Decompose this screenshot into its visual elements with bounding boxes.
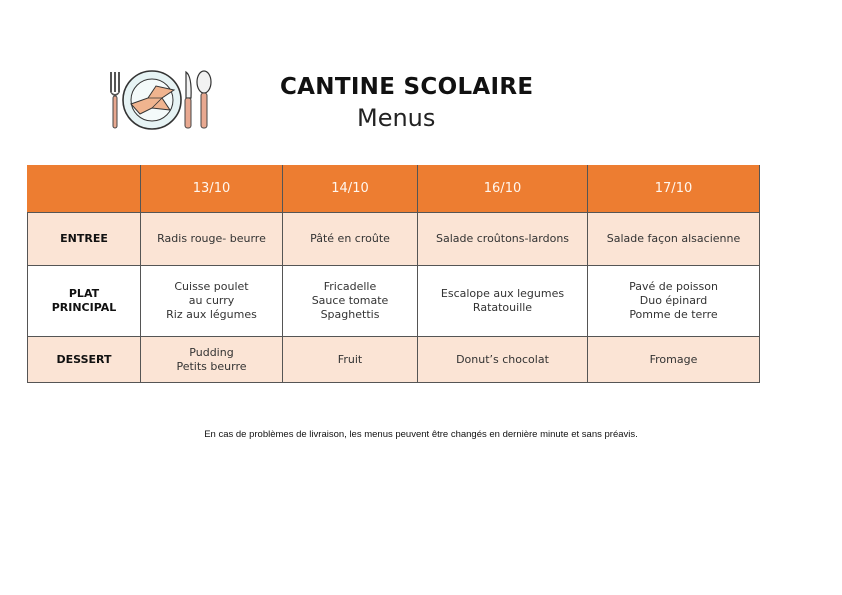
- fork-icon: [110, 72, 120, 128]
- menu-cell: [418, 337, 588, 383]
- footer-note: En cas de problèmes de livraison, les menus peuvent être changés en dernière minute et sans préavis.: [204, 429, 638, 440]
- page-subtitle: Menus: [357, 104, 436, 132]
- dish-line: Pavé de poisson: [629, 280, 718, 293]
- dish-line: Ratatouille: [472, 301, 533, 314]
- plate-icon: [123, 71, 181, 129]
- row-label-line: ENTREE: [60, 232, 108, 245]
- dish-line: Salade croûtons-lardons: [435, 232, 570, 245]
- dish-line: Fricadelle: [323, 280, 377, 293]
- dish-line: Escalope aux legumes: [440, 287, 565, 300]
- menu-cell: [283, 213, 418, 266]
- dish-line: Petits beurre: [176, 359, 247, 373]
- dish-line: Duo épinard: [639, 294, 708, 307]
- spoon-icon: [197, 71, 211, 128]
- dish-line: Spaghettis: [320, 308, 380, 321]
- dish-line: Sauce tomate: [311, 294, 389, 307]
- menu-cell: [141, 337, 283, 383]
- menu-cell: [588, 337, 760, 383]
- dish-line: au curry: [188, 294, 235, 307]
- dish-line: Fromage: [649, 352, 698, 366]
- date-header: 14/10: [283, 166, 418, 213]
- dish-line: Pudding: [189, 345, 234, 359]
- dish-line: Fruit: [337, 352, 363, 366]
- dish-line: Donut’s chocolat: [456, 352, 549, 366]
- dish-line: Pomme de terre: [629, 308, 718, 321]
- menu-cell: [418, 213, 588, 266]
- menu-cell: [141, 213, 283, 266]
- row-label-line: PRINCIPAL: [51, 301, 117, 314]
- table-row-dessert: [28, 337, 760, 383]
- plate-cutlery-icon: [104, 68, 216, 132]
- menu-cell: [141, 266, 283, 337]
- menu-cell: [588, 213, 760, 266]
- table-row-entree: [28, 213, 760, 266]
- date-header: 16/10: [418, 166, 588, 213]
- menu-cell: [588, 266, 760, 337]
- row-label: [28, 337, 141, 383]
- table-row-plat-principal: [28, 266, 760, 337]
- menu-cell: [283, 266, 418, 337]
- knife-icon: [185, 72, 191, 128]
- header-corner-cell: [28, 166, 141, 213]
- row-label-line: DESSERT: [56, 352, 112, 366]
- date-header: 13/10: [141, 166, 283, 213]
- menu-table: [27, 165, 760, 383]
- dish-line: Pâté en croûte: [310, 232, 390, 245]
- row-label-line: PLAT: [68, 287, 100, 300]
- dish-line: Radis rouge- beurre: [157, 232, 266, 245]
- menu-cell: [418, 266, 588, 337]
- table-header-row: [28, 166, 760, 213]
- dish-line: Cuisse poulet: [174, 280, 249, 293]
- row-label: [28, 266, 141, 337]
- row-label: [28, 213, 141, 266]
- date-header: 17/10: [588, 166, 760, 213]
- page-title: CANTINE SCOLAIRE: [280, 74, 534, 100]
- menu-cell: [283, 337, 418, 383]
- dish-line: Riz aux légumes: [166, 308, 257, 321]
- dish-line: Salade façon alsacienne: [606, 232, 741, 245]
